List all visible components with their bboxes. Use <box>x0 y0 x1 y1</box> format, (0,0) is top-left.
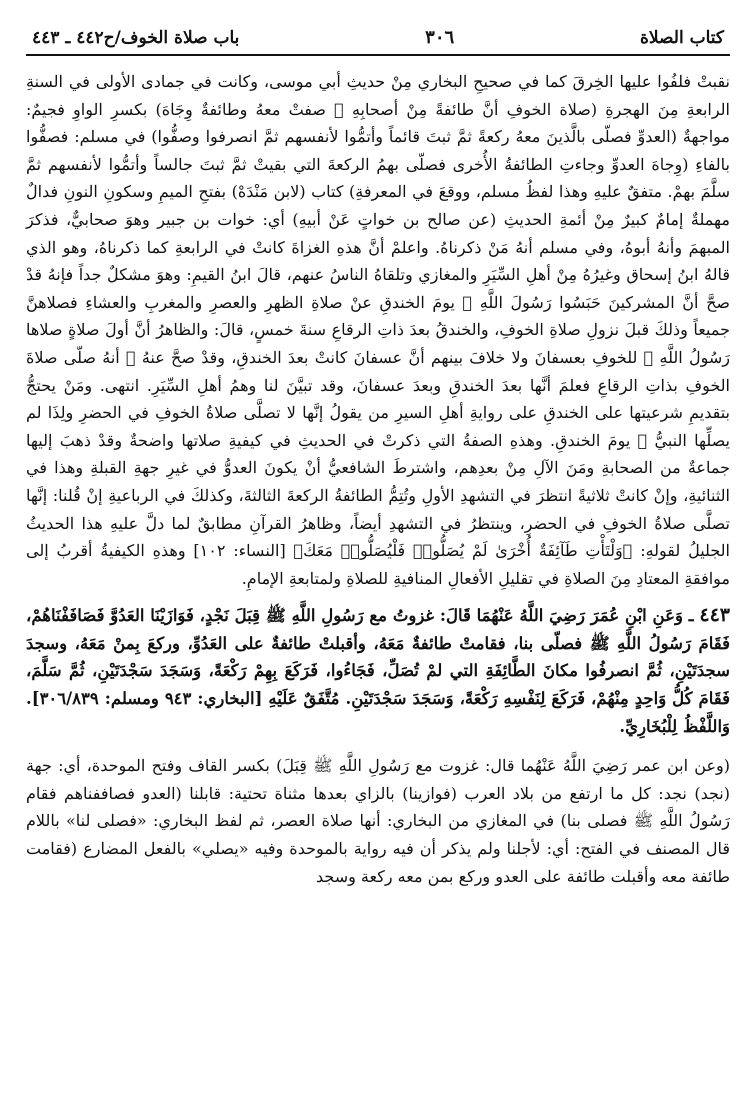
running-header <box>26 18 730 56</box>
book-title: كتاب الصلاة <box>639 28 724 48</box>
chapter-reference: باب صلاة الخوف/ح٤٤٢ ـ ٤٤٣ <box>32 28 240 48</box>
hadith-block <box>26 602 730 740</box>
commentary-paragraph: نقبتْ فلفُوا عليها الخِرقَ كما في صحيحِ البخاري مِنْ حديثِ أبي موسى، وكانت في جمادى الأولى في السنةِ الرابعةِ مِنَ الهجرةِ (صلاة الخوفِ أنَّ طائفةً مِنْ أصحابِهِ ﷺ صفتْ معهُ وطائفةٌ وِجَاهَ) بكسرِ الواوِ فجيمٌ: مواجهةٌ (العدوِّ فصلّى بالَّذينَ معهُ ركعةً ثمَّ ثبتَ قائماً وأتمُّوا لأنفسهم ثمَّ انصرفوا وصفُّوا) في مسلم: فصفُّوا بالفاءِ (وِجاهَ العدوِّ وجاءتِ الطائفةُ الأُخرى فصلّى بهمُ الركعةَ التي بقيتْ ثمَّ ثبتَ جالساً وأتمُّوا لأنفسهم ثمَّ سلَّمَ بهمْ. متفقٌ عليهِ وهذا لفظُ مسلم، ووقعَ في المعرفةِ) كتاب (لابن مَنْدَهْ) بفتحِ الميمِ وسكونِ النونِ فدالٌ مهملةٌ إمامٌ كبيرٌ مِنْ أئمةِ الحديثِ (عن صالح بن خواتٍ عَنْ أبيهِ) أي: خوات بن جبير وهوَ صحابيٌّ، فذكرَ المبهمَ وأنهُ أبوهُ، وفي مسلم أنهُ مَنْ ذكرناهُ. واعلمْ أنَّ هذهِ الغزاةَ كانتْ في الرابعةِ كما ذكرناهُ، وهو الذي قالهُ ابنُ إسحاق وغيرُهُ مِنْ أهلِ السِّيَرِ والمغازي وتلقاهُ الناسُ عنهم، قالَ ابنُ القيمِ: وهوَ مشكلٌ جداً فإنهُ قدْ صحَّ أنَّ المشركينَ حَبَسُوا رَسُولَ اللَّهِ ﷺ يومَ الخندقِ عنْ صلاةِ الظهرِ والعصرِ والمغربِ والعشاءِ فصلاهنَّ جميعاً وذلكَ قبلَ نزولِ صلاةِ الخوفِ، والخندقُ بعدَ ذاتِ الرقاعِ سنةَ خمسٍ، قالَ: والظاهرُ أنَّ أولَ صلاةٍ صلاها رَسُولُ اللَّهِ ﷺ للخوفِ بعسفانَ ولا خلافَ بينهم أنَّ عسفانَ كانتْ بعدَ الخندقِ، وقدْ صحَّ عنهُ ﷺ أنهُ صلّى صلاةَ الخوفِ بذاتِ الرقاعِ فعلمَ أنَّها بعدَ الخندقِ وبعدَ عسفانَ، وقد تبيَّنَ لنا وهمُ أهلِ السِّيَرِ. انتهى. ومَنْ يحتجُّ بتقديمِ شرعيتها على الخندقِ على روايةِ أهلِ السيرِ من يقولُ إنَّها لا تصلَّى صلاةُ الخوفِ في الحضرِ ولِذَا لم يصلِّها النبيُّ ﷺ يومَ الخندقِ. وهذهِ الصفةُ التي ذكرتْ في الحديثِ في كيفيةِ صلاتها واضحةٌ وقدْ ذهبَ إليها جماعةٌ من الصحابةِ ومَنَ الآلِ مِنْ بعدِهم، واشترطَ الشافعيُّ أنْ يكونَ العدوُّ في غيرِ جهةِ القبلةِ وهذا في الثنائيةِ، وإنْ كانتْ ثلاثيةً انتظرَ في التشهدِ الأولِ وتُتِمُّ الطائفةُ الركعةَ الثالثةَ، وكذلكَ في الرباعيةِ إنْ قُلنا: إنَّها تصلَّى صلاةُ الخوفِ في الحضرِ، وينتظرُ في التشهدِ أيضاً، وظاهرُ القرآنِ مطابقٌ لما دلَّ عليهِ هذا الحديثُ الجليلُ لقولهِ: ﴿وَلْتَأْتِ طَآئِفَةٌ أُخْرَىٰ لَمْ يُصَلُّوا۟ فَلْيُصَلُّوا۟ مَعَكَ﴾ [النساء: ١٠٢] وهذهِ الكيفيةُ أقربُ إلى موافقةِ المعتادِ مِنَ الصلاةِ في تقليلِ الأفعالِ المنافيةِ للصلاةِ ولمتابعةِ الإمامِ. <box>26 72 731 588</box>
hadith-number: ٤٤٣ <box>699 604 730 627</box>
page-number: ٣٠٦ <box>425 27 455 48</box>
commentary-continuation: (وعن ابن عمر رَضِيَ اللَّهُ عَنْهُما قال: غزوت مع رَسُولِ اللَّهِ ﷺ قِبَلَ) بكسر القاف وفتح الموحدة، أي: جهة (نجد) نجد: كل ما ارتفع من بلاد العرب (فوازينا) بالزاي بعدها مثناة تحتية: قابلنا (العدو فصاففناهم فقام رَسُولُ اللَّهِ ﷺ فصلى بنا) في المغازي من البخاري: أنها صلاة العصر، ثم لفظ البخاري: «فصلى لنا» باللام قال المصنف في الفتح: أي: لأجلنا ولم يذكر أن فيه رواية بالموحدة وفيه «يصلي» بالفعل المضارع (فقامت طائفة معه وأقبلت طائفة على العدو وركع بمن معه ركعة وسجد <box>26 756 730 886</box>
hadith-text: ـ وَعَنِ ابْنِ عُمَرَ رَضِيَ اللَّهُ عَنْهُمَا قَالَ: غزوتُ مع رَسُولِ اللَّهِ ﷺ قِبَلَ نَجْدٍ، فَوَازَيْنَا العَدُوَّ فَصَافَفْنَاهُمْ، فَقَامَ رَسُولُ اللَّهِ ﷺ فصلّى بنا، فقامتْ طائفةٌ مَعَهُ، وأقبلتْ طائفةٌ على العَدُوِّ، وركعَ بِمنْ مَعَهُ، وسجدَ سجدَتَيْنِ، ثُمَّ انصرفُوا مكانَ الطَّائِفَةِ التي لمْ تُصَلِّ، فَجَاءُوا، فَرَكَعَ بِهِمْ رَكْعَةً، وَسَجَدَ سَجْدَتَيْنِ، ثُمَّ سَلَّمَ، فَقَامَ كُلُّ وَاحِدٍ مِنْهُمْ، فَرَكَعَ لِنَفْسِهِ رَكْعَةً، وَسَجَدَ سَجْدَتَيْنِ. مُتَّفَقٌ عَلَيْهِ [البخاري: ٩٤٣ ومسلم: ٣٠٦/٨٣٩]. وَاللَّفْظُ لِلْبُخَارِيِّ. <box>26 606 730 736</box>
